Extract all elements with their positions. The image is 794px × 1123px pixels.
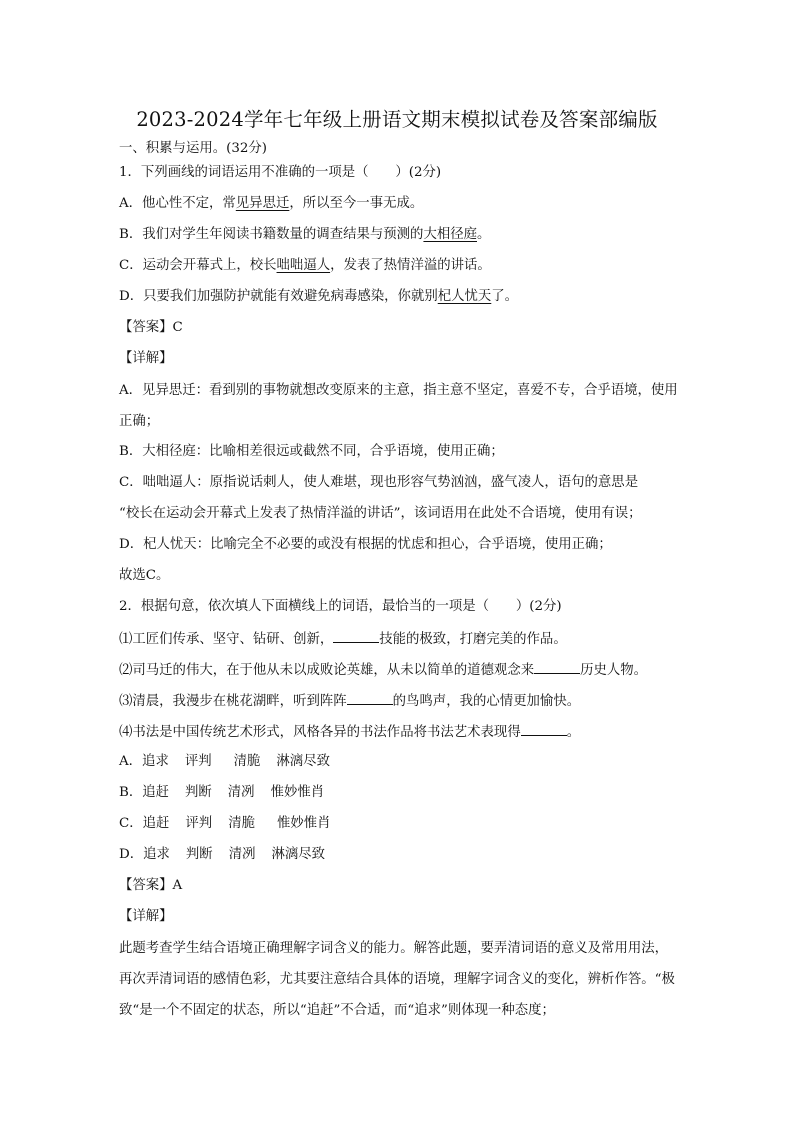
question-2-option-c: C．追赶 评判 清脆 惟妙惟肖: [119, 816, 331, 831]
question-1-detail-a: A．见异思迁：看到别的事物就想改变原来的主意，指主意不坚定，喜爱不专，合乎语境，使用正确；: [119, 383, 678, 429]
question-2-sentence-4: ⑷书法是中国传统艺术形式，风格各异的书法作品将书法艺术表现得 。: [119, 721, 679, 752]
question-2-detail-paragraph: 此题考查学生结合语境正确理解字词含义的能力。解答此题，要弄清词语的意义及常用用法，再次弄清词语的感情色彩，尤其要注意结合具体的语境，理解字词含义的变化，辨析作答。“极致“是一个不固定的状态，所以“追赶”不合适，而“追求”则体现一种态度；: [119, 941, 675, 1018]
question-1-option-b: B．我们对学生年阅读书籍数量的调查结果与预测的大相径庭。: [119, 227, 491, 242]
question-2-answer: 【答案】A: [119, 878, 183, 893]
underlined-term: 咄咄逼人: [276, 258, 331, 273]
question-2-detail-heading: 【详解】: [119, 909, 173, 924]
underlined-term: 大相径庭: [423, 227, 477, 242]
question-1-detail-c-cont: “校长在运动会开幕式上发表了热情洋溢的讲话”，该词语用在此处不合语境，使用有误；: [119, 506, 642, 521]
question-2-option-a: A．追求 评判 清脆 淋漓尽致: [119, 754, 330, 769]
question-2-sentence-3: ⑶清晨，我漫步在桃花湖畔，听到阵阵 的鸟鸣声，我的心情更加愉快。: [119, 690, 679, 721]
question-1-option-a: A．他心性不定，常见异思迁，所以至今一事无成。: [119, 196, 424, 211]
question-1-option-d: D．只要我们加强防护就能有效避免病毒感染，你就别杞人忧天了。: [119, 289, 519, 304]
fill-blank: [333, 628, 379, 643]
page-title: 2023-2024学年七年级上册语文期末模拟试卷及答案部编版: [136, 108, 658, 131]
question-2-sentence-1: ⑴工匠们传承、坚守、钻研、创新， 技能的极致，打磨完美的作品。: [119, 628, 679, 659]
question-2-option-d: D．追求 判断 清冽 淋漓尽致: [119, 847, 326, 862]
question-1-detail-b: B．大相径庭：比喻相差很远或截然不同，合乎语境，使用正确；: [119, 444, 504, 459]
fill-blank: [534, 659, 580, 674]
question-1-detail-heading: 【详解】: [119, 351, 173, 366]
question-1-conclusion: 故选C。: [119, 568, 170, 583]
question-2-option-b: B．追赶 判断 清冽 惟妙惟肖: [119, 785, 325, 800]
document-body: [119, 139, 679, 1031]
question-1-answer: 【答案】C: [119, 320, 183, 335]
underlined-term: 杞人忧天: [437, 289, 492, 304]
question-1-stem: 1．下列画线的词语运用不准确的一项是（ ）(2分): [119, 165, 442, 180]
fill-blank: [347, 690, 393, 705]
fill-blank: [521, 721, 567, 736]
section-heading: 一、积累与运用。(32分): [119, 141, 268, 156]
underlined-term: 见异思迁: [235, 196, 290, 211]
question-1-detail-c: C．咄咄逼人：原指说话刺人，使人难堪，现也形容气势汹汹，盛气凌人，语句的意思是: [119, 475, 639, 490]
question-2-stem: 2．根据句意，依次填人下面横线上的词语，最恰当的一项是（ ）(2分): [119, 599, 562, 614]
question-2-sentence-2: ⑵司马迁的伟大，在于他从未以成败论英雄，从未以简单的道德观念来 历史人物。: [119, 659, 679, 690]
question-1-option-c: C．运动会开幕式上，校长咄咄逼人，发表了热情洋溢的讲话。: [119, 258, 491, 273]
question-1-detail-d: D．杞人忧天：比喻完全不必要的或没有根据的忧虑和担心，合乎语境，使用正确；: [119, 537, 612, 552]
